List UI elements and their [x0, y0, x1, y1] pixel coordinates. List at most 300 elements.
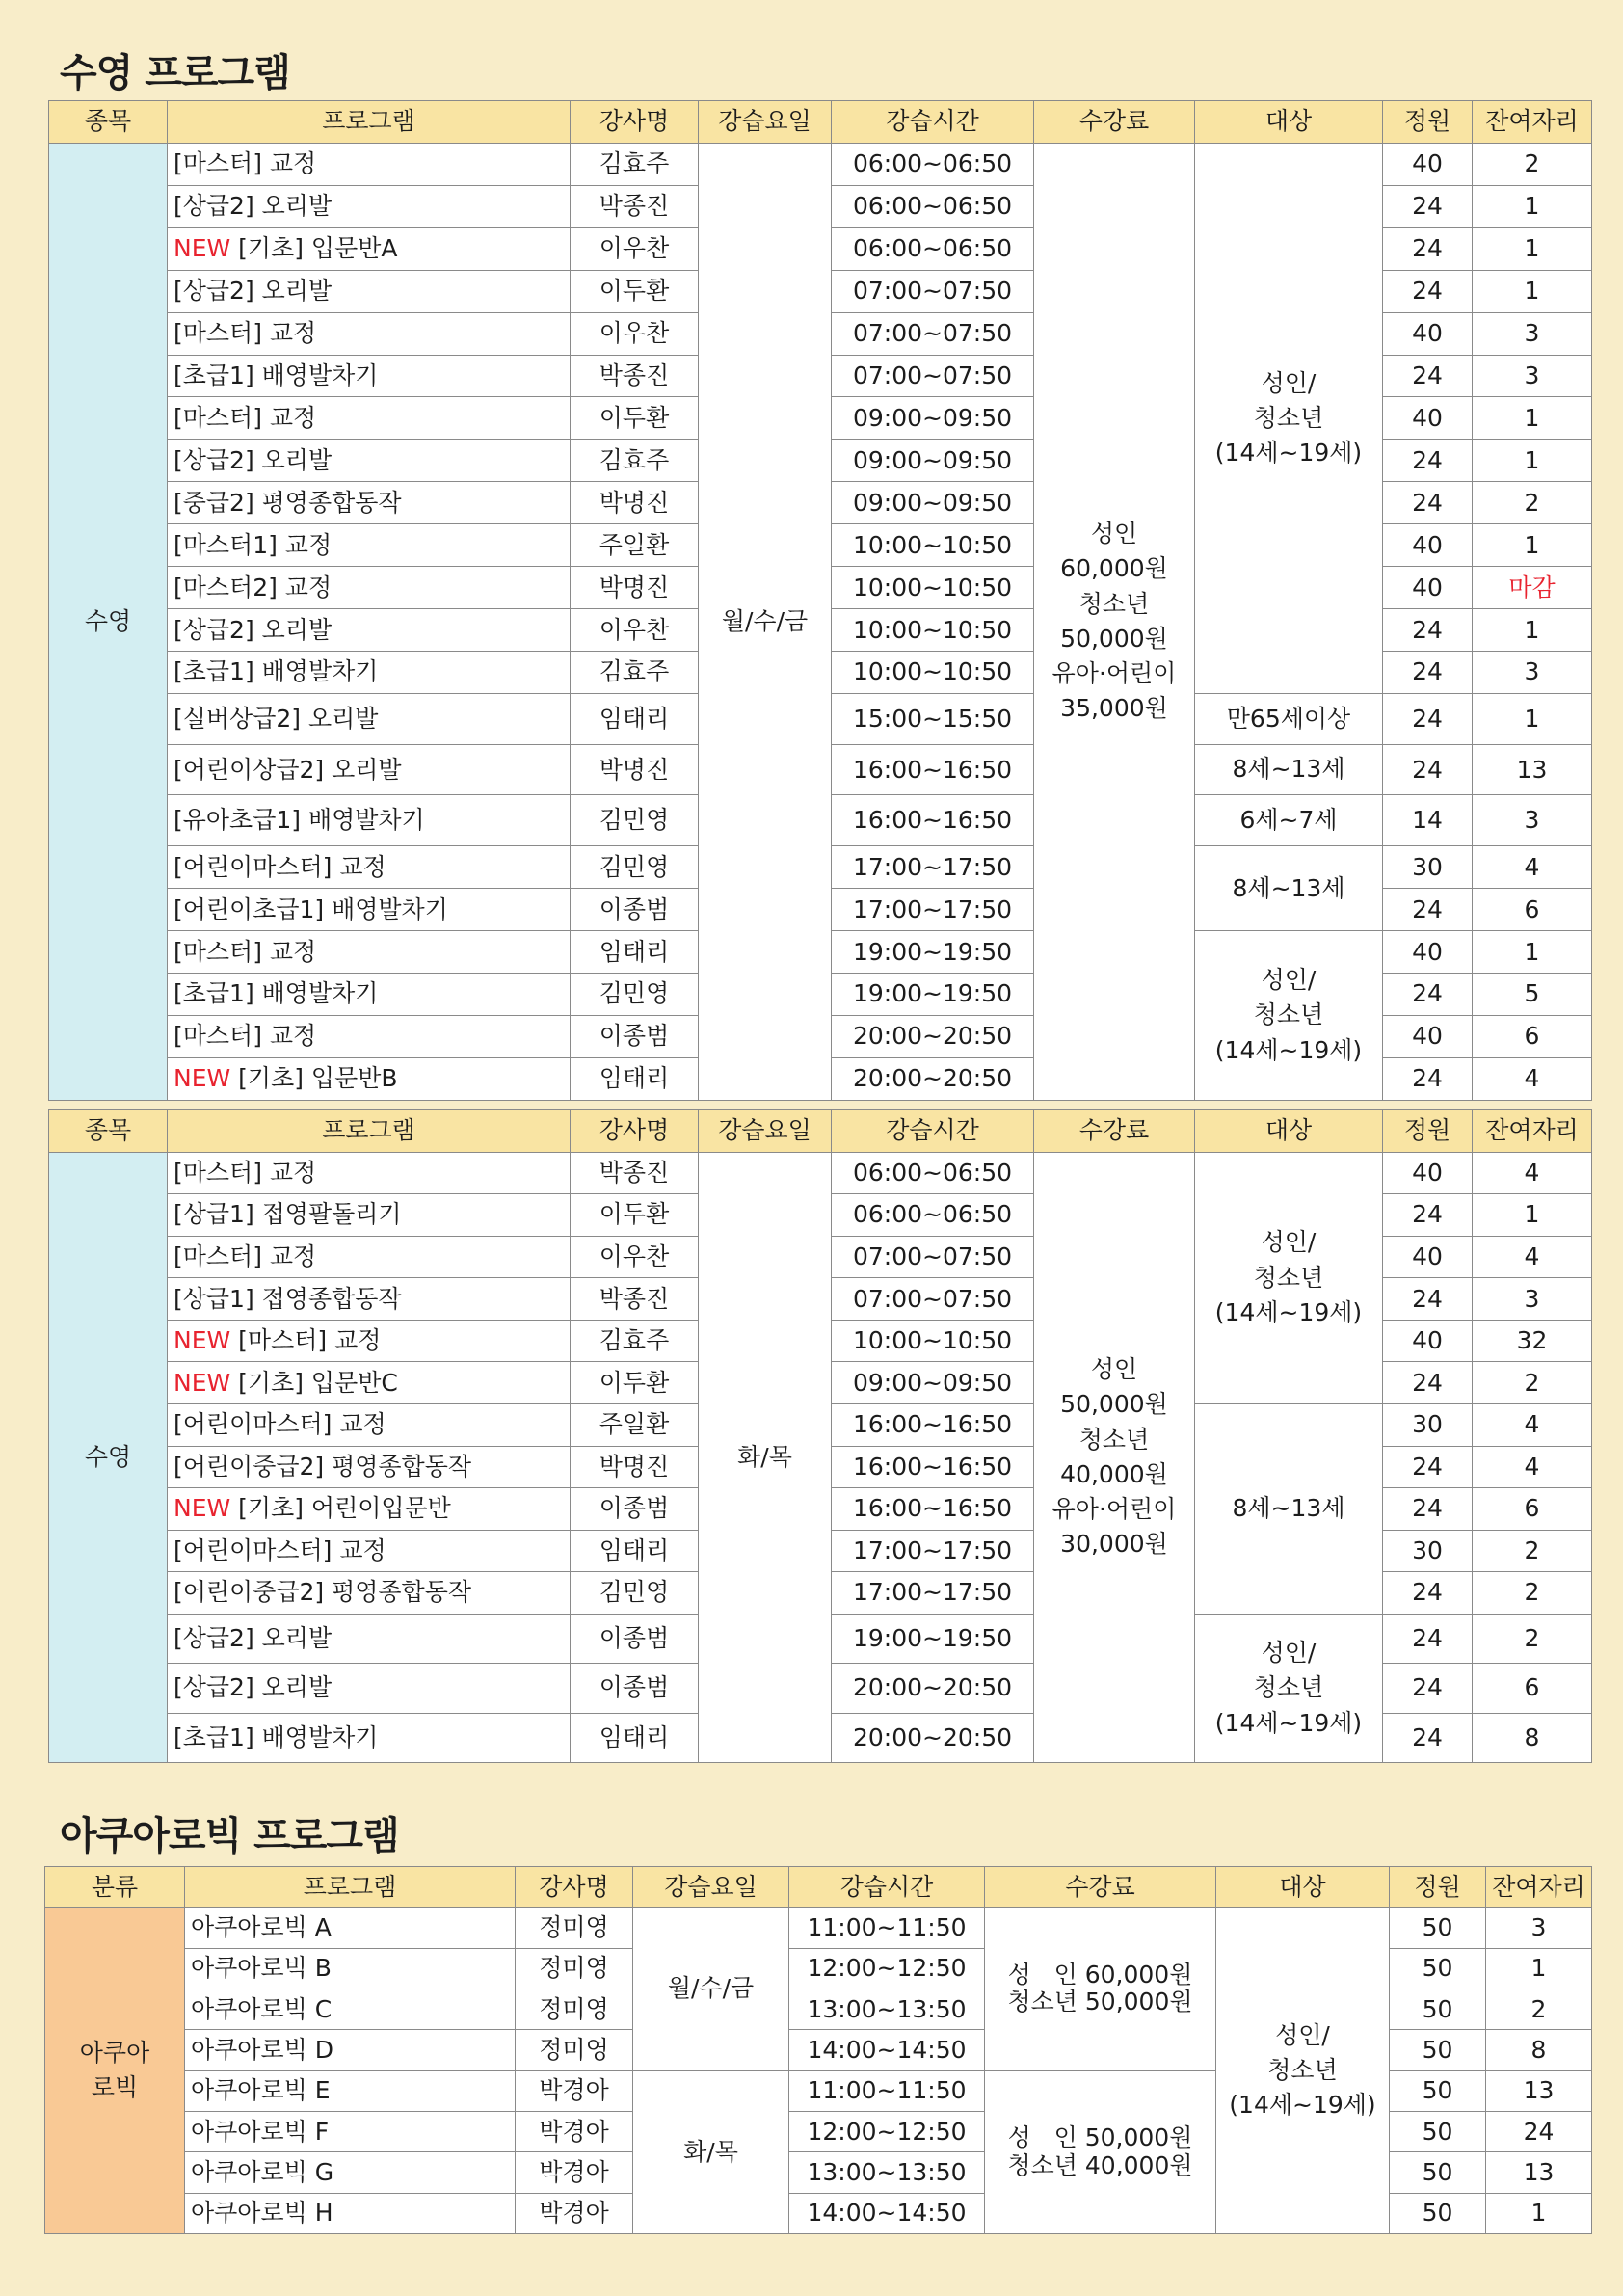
target-cell: [1195, 846, 1383, 931]
time-cell: 07:00~07:50: [832, 270, 1034, 312]
target-line: 청소년: [1253, 1263, 1324, 1292]
program-name: [상급2] 오리발: [173, 1673, 333, 1702]
fee-line: 35,000원: [1060, 694, 1168, 723]
category-cell: 수영: [49, 143, 168, 1100]
program-cell: [168, 1572, 571, 1615]
remaining-cell: 3: [1486, 1908, 1592, 1948]
instructor-cell: 주일환: [571, 524, 699, 567]
capacity-cell: 24: [1383, 185, 1473, 227]
target-line: 성인/: [1275, 2020, 1330, 2049]
instructor-cell: 박명진: [571, 482, 699, 524]
col-header-time: 강습시간: [789, 1867, 985, 1908]
time-cell: 19:00~19:50: [832, 1614, 1034, 1663]
remaining-cell: 8: [1486, 2030, 1592, 2070]
col-header-target: 대상: [1216, 1867, 1390, 1908]
time-cell: 13:00~13:50: [789, 1989, 985, 2029]
program-cell: 아쿠아로빅 A: [185, 1908, 516, 1948]
program-name: [마스터] 교정: [173, 1241, 317, 1270]
target-line: (14세~19세): [1229, 2091, 1376, 2120]
target-line: 청소년: [1253, 403, 1324, 432]
remaining-cell: 1: [1473, 440, 1592, 482]
remaining-cell: 1: [1473, 693, 1592, 744]
remaining-cell: 1: [1486, 1948, 1592, 1989]
new-badge: NEW: [173, 1368, 231, 1397]
program-cell: [168, 482, 571, 524]
program-name: [마스터] 교정: [173, 1022, 317, 1051]
col-header-capacity: 정원: [1390, 1867, 1486, 1908]
program-cell: [168, 1152, 571, 1194]
time-cell: 20:00~20:50: [832, 1713, 1034, 1762]
instructor-cell: 이우찬: [571, 227, 699, 270]
time-cell: 07:00~07:50: [832, 1278, 1034, 1321]
remaining-cell: 1: [1473, 609, 1592, 652]
target-cell: [1195, 143, 1383, 693]
program-name: [기초] 어린이입문반: [238, 1494, 451, 1523]
program-cell: [168, 744, 571, 795]
instructor-cell: 이두환: [571, 270, 699, 312]
fee-line: 청소년: [1078, 1425, 1150, 1454]
capacity-cell: 24: [1383, 355, 1473, 397]
capacity-cell: 24: [1383, 1446, 1473, 1488]
col-header-fee: 수강료: [1034, 1110, 1195, 1153]
capacity-cell: 30: [1383, 1530, 1473, 1572]
program-cell: [168, 143, 571, 185]
target-line: 성인/: [1261, 1639, 1317, 1667]
table-row: [45, 1908, 1592, 1948]
program-cell: [168, 312, 571, 355]
fee-line: 유아·어린이: [1051, 1495, 1177, 1524]
capacity-cell: 50: [1390, 1908, 1486, 1948]
capacity-cell: 40: [1383, 312, 1473, 355]
time-cell: 20:00~20:50: [832, 1664, 1034, 1713]
time-cell: 17:00~17:50: [832, 1572, 1034, 1615]
col-header-time: 강습시간: [832, 1110, 1034, 1153]
time-cell: 07:00~07:50: [832, 355, 1034, 397]
program-cell: [168, 227, 571, 270]
target-line: 8세~13세: [1232, 1494, 1345, 1523]
program-cell: 아쿠아로빅 E: [185, 2070, 516, 2111]
capacity-cell: 40: [1383, 143, 1473, 185]
remaining-cell: 13: [1486, 2152, 1592, 2193]
program-cell: [168, 1015, 571, 1057]
remaining-cell: 13: [1486, 2070, 1592, 2111]
time-cell: 06:00~06:50: [832, 143, 1034, 185]
remaining-cell: 6: [1473, 1664, 1592, 1713]
program-name: [마스터1] 교정: [173, 530, 333, 559]
fee-line: 30,000원: [1060, 1530, 1168, 1559]
new-badge: NEW: [173, 1494, 231, 1523]
program-cell: [168, 1320, 571, 1362]
time-cell: 10:00~10:50: [832, 1320, 1034, 1362]
instructor-cell: 김효주: [571, 1320, 699, 1362]
capacity-cell: 24: [1383, 1488, 1473, 1531]
target-line: (14세~19세): [1214, 439, 1363, 467]
instructor-cell: 임태리: [571, 1530, 699, 1572]
program-cell: [168, 651, 571, 693]
program-name: [기초] 입문반B: [238, 1064, 398, 1093]
program-cell: [168, 609, 571, 652]
time-cell: 12:00~12:50: [789, 2111, 985, 2151]
remaining-cell: 4: [1473, 1403, 1592, 1446]
fee-line: 성인: [1090, 520, 1138, 548]
instructor-cell: 박종진: [571, 185, 699, 227]
remaining-cell: 32: [1473, 1320, 1592, 1362]
target-line: 만65세이상: [1226, 704, 1351, 733]
remaining-cell: 2: [1473, 1362, 1592, 1404]
remaining-cell: 5: [1473, 974, 1592, 1016]
program-name: [어린이마스터] 교정: [173, 1410, 386, 1439]
capacity-cell: 24: [1383, 440, 1473, 482]
capacity-cell: 50: [1390, 2111, 1486, 2151]
time-cell: 06:00~06:50: [832, 185, 1034, 227]
capacity-cell: 50: [1390, 1948, 1486, 1989]
time-cell: 20:00~20:50: [832, 1057, 1034, 1100]
fee-cell: [1034, 143, 1195, 1100]
time-cell: 20:00~20:50: [832, 1015, 1034, 1057]
fee-line: 성 인 60,000원: [1007, 1960, 1193, 1989]
program-cell: [168, 1278, 571, 1321]
instructor-cell: 김효주: [571, 440, 699, 482]
col-header-category: 분류: [45, 1867, 185, 1908]
time-cell: 16:00~16:50: [832, 1446, 1034, 1488]
time-cell: 06:00~06:50: [832, 1194, 1034, 1237]
capacity-cell: 40: [1383, 524, 1473, 567]
remaining-cell: 3: [1473, 651, 1592, 693]
program-name: [기초] 입문반C: [238, 1368, 398, 1397]
program-cell: 아쿠아로빅 F: [185, 2111, 516, 2151]
instructor-cell: 박명진: [571, 567, 699, 609]
instructor-cell: 정미영: [516, 1908, 633, 1948]
target-line: 성인/: [1261, 966, 1317, 995]
program-name: [어린이초급1] 배영발차기: [173, 894, 448, 923]
fee-line: 성인: [1090, 1355, 1138, 1384]
col-header-instructor: 강사명: [571, 1110, 699, 1153]
time-cell: 16:00~16:50: [832, 1488, 1034, 1531]
remaining-cell: 1: [1473, 397, 1592, 440]
instructor-cell: 이종범: [571, 1614, 699, 1663]
remaining-cell: 2: [1473, 482, 1592, 524]
time-cell: 10:00~10:50: [832, 567, 1034, 609]
time-cell: 10:00~10:50: [832, 609, 1034, 652]
program-name: [초급1] 배영발차기: [173, 979, 379, 1008]
capacity-cell: 24: [1383, 693, 1473, 744]
instructor-cell: 이종범: [571, 1664, 699, 1713]
instructor-cell: 박경아: [516, 2070, 633, 2111]
program-cell: 아쿠아로빅 G: [185, 2152, 516, 2193]
time-cell: 13:00~13:50: [789, 2152, 985, 2193]
remaining-cell: 4: [1473, 1152, 1592, 1194]
program-name: [초급1] 배영발차기: [173, 360, 379, 389]
time-cell: 06:00~06:50: [832, 1152, 1034, 1194]
col-header-remaining: 잔여자리: [1486, 1867, 1592, 1908]
target-line: 성인/: [1261, 1228, 1317, 1257]
col-header-program: 프로그램: [168, 1110, 571, 1153]
remaining-cell: 6: [1473, 1488, 1592, 1531]
instructor-cell: 박경아: [516, 2193, 633, 2233]
instructor-cell: 박경아: [516, 2152, 633, 2193]
remaining-cell: 8: [1473, 1713, 1592, 1762]
fee-line: 40,000원: [1060, 1459, 1168, 1488]
program-cell: [168, 524, 571, 567]
program-name: [어린이중급2] 평영종합동작: [173, 1578, 472, 1607]
target-cell: [1195, 1152, 1383, 1403]
instructor-cell: 이우찬: [571, 609, 699, 652]
program-cell: [168, 1713, 571, 1762]
time-cell: 19:00~19:50: [832, 931, 1034, 974]
program-cell: [168, 567, 571, 609]
remaining-closed-cell: 마감: [1473, 567, 1592, 609]
capacity-cell: 30: [1383, 846, 1473, 889]
time-cell: 17:00~17:50: [832, 846, 1034, 889]
remaining-cell: 6: [1473, 889, 1592, 931]
program-cell: 아쿠아로빅 D: [185, 2030, 516, 2070]
target-line: 성인/: [1261, 368, 1317, 397]
time-cell: 11:00~11:50: [789, 1908, 985, 1948]
time-cell: 15:00~15:50: [832, 693, 1034, 744]
program-cell: [168, 355, 571, 397]
instructor-cell: 정미영: [516, 1989, 633, 2029]
program-name: [상급2] 오리발: [173, 277, 333, 306]
program-name: [마스터] 교정: [173, 937, 317, 966]
fee-line: 청소년 40,000원: [1007, 2150, 1193, 2179]
remaining-cell: 4: [1473, 1236, 1592, 1278]
col-header-capacity: 정원: [1383, 1110, 1473, 1153]
program-name: [기초] 입문반A: [238, 234, 398, 263]
program-cell: [168, 1664, 571, 1713]
time-cell: 12:00~12:50: [789, 1948, 985, 1989]
program-name: [어린이상급2] 오리발: [173, 755, 402, 784]
capacity-cell: 50: [1390, 2030, 1486, 2070]
capacity-cell: 24: [1383, 1194, 1473, 1237]
instructor-cell: 이두환: [571, 1362, 699, 1404]
target-line: 청소년: [1267, 2056, 1338, 2085]
remaining-cell: 2: [1473, 1614, 1592, 1663]
instructor-cell: 박종진: [571, 355, 699, 397]
program-cell: [168, 1403, 571, 1446]
capacity-cell: 24: [1383, 1362, 1473, 1404]
instructor-cell: 주일환: [571, 1403, 699, 1446]
fee-line: 60,000원: [1060, 554, 1168, 583]
capacity-cell: 40: [1383, 1320, 1473, 1362]
col-header-program: 프로그램: [168, 101, 571, 144]
remaining-cell: 3: [1473, 1278, 1592, 1321]
remaining-cell: 4: [1473, 846, 1592, 889]
target-cell: [1195, 1614, 1383, 1762]
capacity-cell: 40: [1383, 931, 1473, 974]
target-line: (14세~19세): [1214, 1708, 1363, 1737]
target-line: (14세~19세): [1214, 1297, 1363, 1326]
instructor-cell: 이우찬: [571, 312, 699, 355]
program-cell: [168, 440, 571, 482]
aquarobic-table: [44, 1866, 1592, 2234]
time-cell: 06:00~06:50: [832, 227, 1034, 270]
remaining-cell: 6: [1473, 1015, 1592, 1057]
fee-line: 청소년: [1078, 589, 1150, 618]
program-cell: [168, 974, 571, 1016]
program-name: [상급1] 접영종합동작: [173, 1284, 402, 1313]
remaining-cell: 1: [1473, 270, 1592, 312]
col-header-target: 대상: [1195, 1110, 1383, 1153]
program-cell: [168, 1530, 571, 1572]
col-header-days: 강습요일: [633, 1867, 789, 1908]
program-cell: [168, 185, 571, 227]
instructor-cell: 정미영: [516, 1948, 633, 1989]
instructor-cell: 임태리: [571, 693, 699, 744]
program-cell: [168, 889, 571, 931]
capacity-cell: 24: [1383, 1664, 1473, 1713]
program-cell: [168, 795, 571, 846]
program-cell: [168, 1614, 571, 1663]
time-cell: 09:00~09:50: [832, 397, 1034, 440]
instructor-cell: 임태리: [571, 1713, 699, 1762]
remaining-cell: 2: [1473, 143, 1592, 185]
time-cell: 16:00~16:50: [832, 795, 1034, 846]
remaining-cell: 2: [1473, 1530, 1592, 1572]
table-row: [49, 143, 1592, 185]
time-cell: 17:00~17:50: [832, 1530, 1034, 1572]
days-cell: 화/목: [633, 2070, 789, 2233]
time-cell: 10:00~10:50: [832, 524, 1034, 567]
col-header-capacity: 정원: [1383, 101, 1473, 144]
program-name: [상급2] 오리발: [173, 1623, 333, 1652]
instructor-cell: 정미영: [516, 2030, 633, 2070]
capacity-cell: 24: [1383, 1057, 1473, 1100]
instructor-cell: 김민영: [571, 795, 699, 846]
remaining-cell: 1: [1486, 2193, 1592, 2233]
program-name: [실버상급2] 오리발: [173, 704, 379, 733]
capacity-cell: 40: [1383, 567, 1473, 609]
col-header-remaining: 잔여자리: [1473, 101, 1592, 144]
aqua-section-title: 아쿠아로빅 프로그램: [60, 1814, 399, 1858]
program-cell: [168, 270, 571, 312]
program-name: [마스터2] 교정: [173, 573, 333, 601]
instructor-cell: 박명진: [571, 744, 699, 795]
program-cell: 아쿠아로빅 C: [185, 1989, 516, 2029]
target-line: 청소년: [1253, 1001, 1324, 1029]
days-cell: 화/목: [699, 1152, 832, 1762]
target-cell: [1195, 931, 1383, 1101]
capacity-cell: 24: [1383, 889, 1473, 931]
capacity-cell: 24: [1383, 609, 1473, 652]
program-name: [중급2] 평영종합동작: [173, 488, 402, 517]
fee-line: 성 인 50,000원: [1007, 2123, 1193, 2152]
program-name: [상급2] 오리발: [173, 192, 333, 221]
time-cell: 17:00~17:50: [832, 889, 1034, 931]
program-name: [초급1] 배영발차기: [173, 657, 379, 686]
program-name: [상급2] 오리발: [173, 445, 333, 474]
days-cell: 월/수/금: [699, 143, 832, 1100]
category-cell: 수영: [49, 1152, 168, 1762]
target-cell: [1195, 795, 1383, 846]
time-cell: 07:00~07:50: [832, 1236, 1034, 1278]
instructor-cell: 김민영: [571, 846, 699, 889]
program-name: [상급2] 오리발: [173, 615, 333, 644]
col-header-instructor: 강사명: [571, 101, 699, 144]
fee-cell: [985, 2070, 1216, 2233]
program-cell: [168, 1194, 571, 1237]
program-name: [마스터] 교정: [238, 1326, 382, 1355]
swim-table-mwf: [48, 100, 1592, 1101]
instructor-cell: 김효주: [571, 143, 699, 185]
target-cell: [1195, 1403, 1383, 1614]
capacity-cell: 24: [1383, 1572, 1473, 1615]
capacity-cell: 24: [1383, 1278, 1473, 1321]
fee-cell: [985, 1908, 1216, 2070]
capacity-cell: 50: [1390, 2070, 1486, 2111]
instructor-cell: 이종범: [571, 1488, 699, 1531]
swim-table-tt: [48, 1109, 1592, 1763]
instructor-cell: 박종진: [571, 1278, 699, 1321]
col-header-days: 강습요일: [699, 1110, 832, 1153]
col-header-category: 종목: [49, 1110, 168, 1153]
program-name: [어린이마스터] 교정: [173, 1535, 386, 1564]
program-cell: 아쿠아로빅 B: [185, 1948, 516, 1989]
instructor-cell: 박경아: [516, 2111, 633, 2151]
remaining-cell: 1: [1473, 524, 1592, 567]
capacity-cell: 24: [1383, 227, 1473, 270]
program-cell: [168, 1362, 571, 1404]
program-cell: [168, 1488, 571, 1531]
instructor-cell: 김민영: [571, 974, 699, 1016]
capacity-cell: 40: [1383, 1152, 1473, 1194]
program-cell: 아쿠아로빅 H: [185, 2193, 516, 2233]
time-cell: 09:00~09:50: [832, 440, 1034, 482]
program-cell: [168, 1057, 571, 1100]
remaining-cell: 2: [1473, 1572, 1592, 1615]
program-name: [마스터] 교정: [173, 1158, 317, 1187]
capacity-cell: 40: [1383, 1015, 1473, 1057]
col-header-days: 강습요일: [699, 101, 832, 144]
capacity-cell: 40: [1383, 1236, 1473, 1278]
header-row: [45, 1867, 1592, 1908]
target-line: 6세~7세: [1239, 806, 1338, 835]
instructor-cell: 김민영: [571, 1572, 699, 1615]
fee-line: 유아·어린이: [1051, 659, 1177, 688]
capacity-cell: 24: [1383, 1614, 1473, 1663]
category-line: 아쿠아: [79, 2038, 150, 2067]
program-name: [마스터] 교정: [173, 403, 317, 432]
category-cell: [45, 1908, 185, 2234]
program-name: [어린이마스터] 교정: [173, 852, 386, 881]
time-cell: 16:00~16:50: [832, 744, 1034, 795]
target-line: 8세~13세: [1232, 755, 1345, 784]
time-cell: 09:00~09:50: [832, 482, 1034, 524]
remaining-cell: 1: [1473, 185, 1592, 227]
instructor-cell: 이종범: [571, 889, 699, 931]
remaining-cell: 2: [1486, 1989, 1592, 2029]
capacity-cell: 24: [1383, 270, 1473, 312]
program-name: [유아초급1] 배영발차기: [173, 806, 425, 835]
time-cell: 07:00~07:50: [832, 312, 1034, 355]
capacity-cell: 14: [1383, 795, 1473, 846]
capacity-cell: 24: [1383, 1713, 1473, 1762]
swim-section-title: 수영 프로그램: [60, 51, 290, 95]
category-line: 로빅: [91, 2073, 139, 2102]
program-name: [마스터] 교정: [173, 319, 317, 348]
capacity-cell: 40: [1383, 397, 1473, 440]
col-header-instructor: 강사명: [516, 1867, 633, 1908]
col-header-program: 프로그램: [185, 1867, 516, 1908]
remaining-cell: 24: [1486, 2111, 1592, 2151]
fee-cell: [1034, 1152, 1195, 1762]
remaining-cell: 4: [1473, 1057, 1592, 1100]
time-cell: 16:00~16:50: [832, 1403, 1034, 1446]
instructor-cell: 이우찬: [571, 1236, 699, 1278]
capacity-cell: 24: [1383, 974, 1473, 1016]
header-row: [49, 101, 1592, 144]
col-header-remaining: 잔여자리: [1473, 1110, 1592, 1153]
new-badge: NEW: [173, 1064, 231, 1093]
